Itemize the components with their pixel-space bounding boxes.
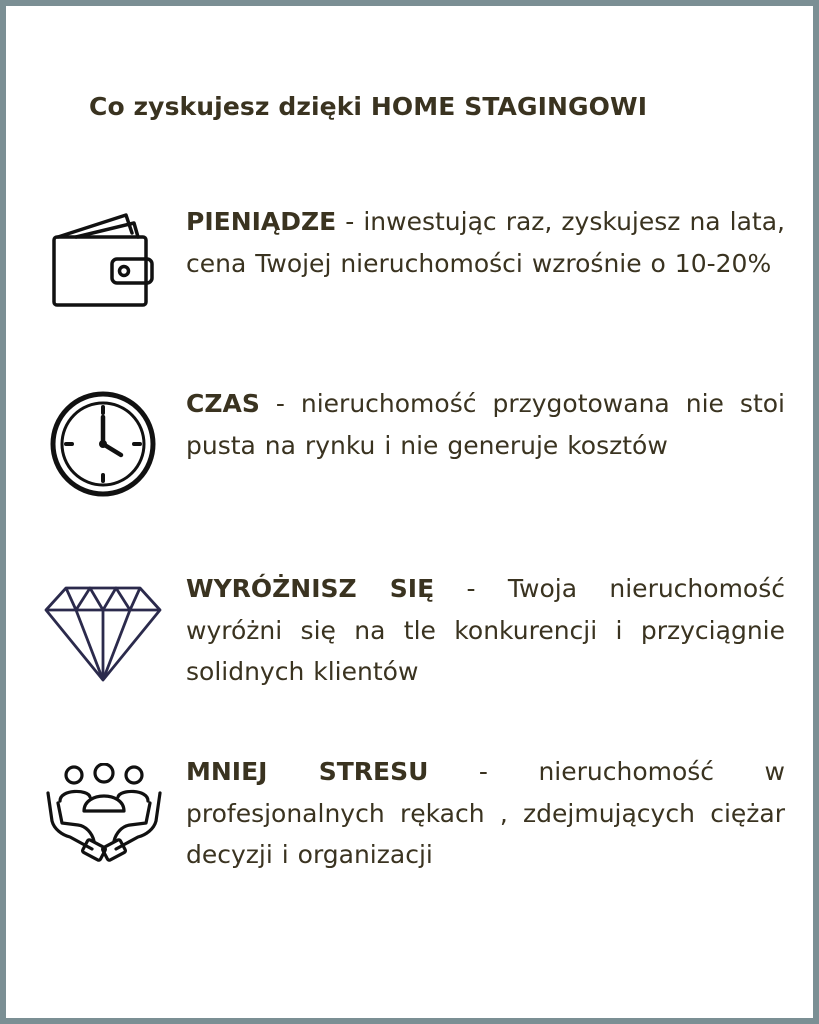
benefit-standout-text xyxy=(186,568,785,693)
benefit-money-text xyxy=(186,201,785,284)
benefit-less-stress-text xyxy=(186,751,785,876)
benefit-money-keyword: PIENIĄDZE xyxy=(186,207,337,236)
benefit-less-stress-description: - nieruchomość w profesjonalnych rękach , zdejmujących ciężar decyzji i organizacji xyxy=(186,757,785,869)
diamond-icon xyxy=(44,586,162,682)
wallet-icon xyxy=(46,209,158,309)
clock-icon xyxy=(48,389,158,499)
benefit-standout-keyword: WYRÓŻNISZ SIĘ xyxy=(186,574,435,603)
benefit-less-stress-keyword: MNIEJ STRESU xyxy=(186,757,429,786)
benefit-time-description: - nieruchomość przygotowana nie stoi pusta na rynku i nie generuje kosztów xyxy=(186,389,785,460)
benefit-standout-description: - Twoja nieruchomość wyróżni się na tle konkurencji i przyciągnie solidnych klientów xyxy=(186,574,785,686)
benefit-time-text xyxy=(186,383,785,466)
benefit-money-description: - inwestując raz, zyskujesz na lata, cena Twojej nieruchomości wzrośnie o 10-20% xyxy=(186,207,785,278)
benefit-time-keyword: CZAS xyxy=(186,389,260,418)
hands-people-icon xyxy=(44,763,164,863)
page-title: Co zyskujesz dzięki HOME STAGINGOWI xyxy=(89,92,648,121)
